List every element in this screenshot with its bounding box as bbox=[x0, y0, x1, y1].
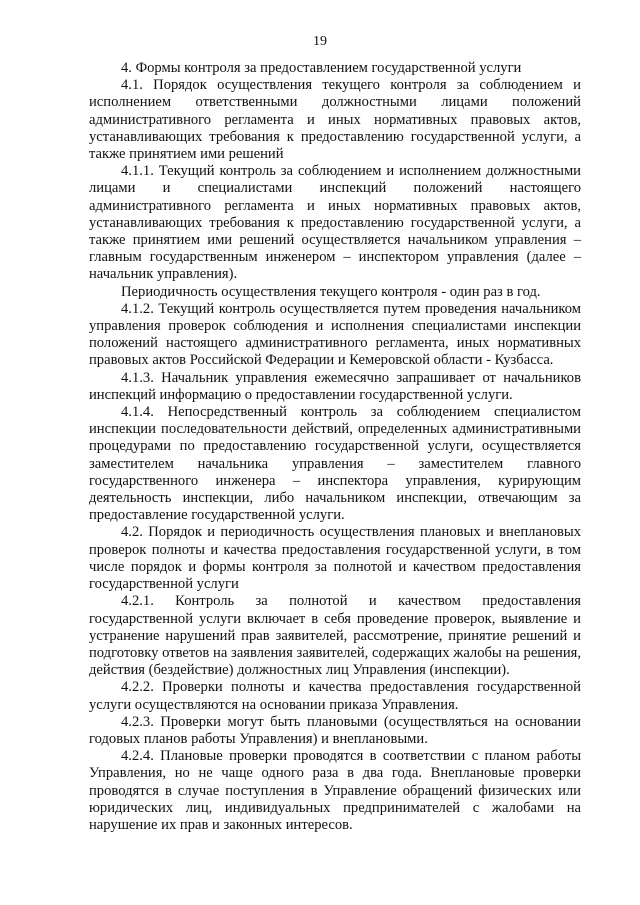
paragraph-4-2-1: 4.2.1. Контроль за полнотой и качеством предоставления государственной услуги включает в себя проведение проверок, выявление и устранение нарушений прав заявителей, рассмотрение, принятие решений и подготовку ответов на заявления заявителей, содержащих жалобы на решения, действия (бездействие) должностных лиц Управления (инспекции). bbox=[89, 593, 581, 679]
paragraph-4-2-4: 4.2.4. Плановые проверки проводятся в соответствии с планом работы Управления, но не чаще одного раза в два года. Внеплановые проверки проводятся в случае поступления в Управление обращений физических или юридических лиц, индивидуальных предпринимателей с жалобами на нарушение их прав и законных интересов. bbox=[89, 748, 581, 833]
document-body bbox=[89, 60, 581, 834]
paragraph-4-2-3: 4.2.3. Проверки могут быть плановыми (осуществляться на основании годовых планов работы Управления) и внеплановыми. bbox=[89, 713, 581, 747]
paragraph-4-2: 4.2. Порядок и периодичность осуществления плановых и внеплановых проверок полноты и качества предоставления государственной услуги, в том числе порядок и формы контроля за полнотой и качеством предоставления государственной услуги bbox=[89, 524, 581, 593]
section-heading: 4. Формы контроля за предоставлением государственной услуги bbox=[121, 60, 522, 76]
paragraph-4-1-3: 4.1.3. Начальник управления ежемесячно запрашивает от начальников инспекций информацию о предоставлении государственной услуги. bbox=[89, 369, 581, 403]
paragraph-4-1-1: 4.1.1. Текущий контроль за соблюдением и исполнением должностными лицами и специалистами инспекций положений настоящего административного регламента и иных нормативных правовых актов, устанавливающих требования к предоставлению государственной услуги, а также принятием ими решений осуществляется начальником управления – главным государственным инженером – инспектором управления (далее – начальник управления). bbox=[89, 163, 581, 283]
paragraph-4-1-2: 4.1.2. Текущий контроль осуществляется путем проведения начальником управления проверок соблюдения и исполнения специалистами инспекции положений настоящего административного регламента, иных нормативных правовых актов Российской Федерации и Кемеровской области - Кузбасса. bbox=[89, 300, 581, 369]
page-number: 19 bbox=[313, 34, 327, 49]
paragraph-periodicity: Периодичность осуществления текущего контроля - один раз в год. bbox=[121, 283, 541, 300]
paragraph-4-1: 4.1. Порядок осуществления текущего контроля за соблюдением и исполнением ответственными должностными лицами положений административного регламента и иных нормативных правовых актов, устанавливающих требования к предоставлению государственной услуги, а также принятием ими решений bbox=[89, 77, 581, 163]
paragraph-4-1-4: 4.1.4. Непосредственный контроль за соблюдением специалистом инспекции последовательности действий, определенных административными процедурами по предоставлению государственной услуги, осуществляется заместителем начальника управления – заместителем главного государственного инженера – инспектора управления, курирующим деятельность инспекции, либо начальником инспекции, отвечающим за предоставление государственной услуги. bbox=[89, 404, 581, 524]
paragraph-4-2-2: 4.2.2. Проверки полноты и качества предоставления государственной услуги осуществляются на основании приказа Управления. bbox=[89, 679, 581, 713]
